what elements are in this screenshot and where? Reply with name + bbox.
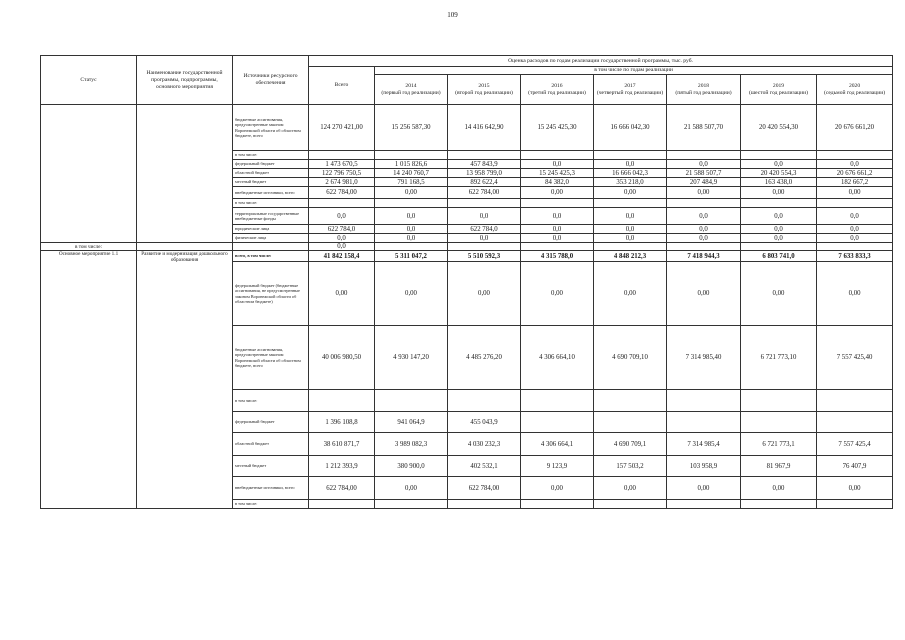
value-cell <box>521 412 594 433</box>
value-cell <box>375 390 448 412</box>
value-cell <box>594 390 667 412</box>
source-cell: юридические лица <box>233 225 309 234</box>
value-cell: 0,0 <box>521 234 594 243</box>
value-cell <box>309 151 375 160</box>
empty-cell <box>594 243 667 251</box>
value-cell: 14 416 642,90 <box>448 105 521 151</box>
value-cell: 15 245 425,3 <box>521 169 594 178</box>
value-cell <box>448 151 521 160</box>
value-cell: 15 245 425,30 <box>521 105 594 151</box>
header-year-number: 2016 <box>551 82 563 89</box>
header-year-number: 2019 <box>772 82 785 89</box>
value-cell: 124 270 421,00 <box>309 105 375 151</box>
value-cell: 0,0 <box>817 225 893 234</box>
value-cell: 0,0 <box>594 208 667 225</box>
value-cell: 791 168,5 <box>375 178 448 187</box>
value-cell: 157 503,2 <box>594 456 667 477</box>
value-cell: 1 396 108,8 <box>309 412 375 433</box>
source-cell: федеральный бюджет (бюджетные ассигнования, не предусмотренные законом Воронежской области об областном бюджете) <box>233 262 309 326</box>
value-cell <box>309 390 375 412</box>
value-cell: 0,0 <box>667 225 741 234</box>
header-year-2019 <box>741 75 817 105</box>
value-cell: 455 043,9 <box>448 412 521 433</box>
value-cell: 0,0 <box>594 160 667 169</box>
source-cell: физические лица <box>233 234 309 243</box>
source-cell: территориальные государственные внебюджетные фонды <box>233 208 309 225</box>
value-cell <box>667 390 741 412</box>
source-cell: в том числе: <box>233 390 309 412</box>
value-cell: 163 438,0 <box>741 178 817 187</box>
value-cell: 0,0 <box>521 208 594 225</box>
value-cell <box>521 500 594 509</box>
value-cell: 7 633 833,3 <box>817 251 893 262</box>
value-cell <box>521 390 594 412</box>
value-cell: 0,00 <box>375 262 448 326</box>
value-cell: 353 218,0 <box>594 178 667 187</box>
value-cell: 20 420 554,3 <box>741 169 817 178</box>
value-cell: 1 473 670,5 <box>309 160 375 169</box>
value-cell: 0,00 <box>375 477 448 500</box>
header-year-number: 2017 <box>624 82 636 89</box>
value-cell: 892 622,4 <box>448 178 521 187</box>
value-cell: 4 848 212,3 <box>594 251 667 262</box>
value-cell: 6 803 741,0 <box>741 251 817 262</box>
value-cell: 0,00 <box>741 187 817 199</box>
value-cell: 0,0 <box>309 234 375 243</box>
value-cell: 7 314 985,4 <box>667 433 741 456</box>
value-cell: 0,00 <box>817 187 893 199</box>
header-total: Всего <box>309 67 375 105</box>
value-cell: 622 784,00 <box>448 477 521 500</box>
value-cell <box>817 390 893 412</box>
value-cell: 1 015 826,6 <box>375 160 448 169</box>
value-cell: 122 796 750,5 <box>309 169 375 178</box>
value-cell: 402 532,1 <box>448 456 521 477</box>
value-cell: 0,00 <box>741 477 817 500</box>
incl-total-cell: 0,0 <box>309 243 375 251</box>
value-cell: 0,0 <box>741 234 817 243</box>
page-number: 109 <box>447 11 458 19</box>
source-cell: в том числе: <box>233 199 309 208</box>
header-estimate: Оценка расходов по годам реализации государственной программы, тыс. руб. <box>309 56 893 67</box>
source-cell: федеральный бюджет <box>233 412 309 433</box>
value-cell: 941 064,9 <box>375 412 448 433</box>
value-cell: 16 666 042,30 <box>594 105 667 151</box>
value-cell: 622 784,0 <box>448 225 521 234</box>
value-cell <box>594 500 667 509</box>
value-cell: 0,0 <box>375 234 448 243</box>
header-source: Источники ресурсного обеспечения <box>233 56 309 105</box>
value-cell: 0,0 <box>375 208 448 225</box>
value-cell: 4 690 709,10 <box>594 326 667 390</box>
value-cell: 0,0 <box>817 234 893 243</box>
value-cell: 6 721 773,1 <box>741 433 817 456</box>
value-cell: 0,00 <box>667 262 741 326</box>
header-year-number: 2015 <box>478 82 490 89</box>
value-cell: 0,0 <box>309 208 375 225</box>
value-cell: 38 610 871,7 <box>309 433 375 456</box>
value-cell: 1 212 393,9 <box>309 456 375 477</box>
header-year-label: (четвертый год реализации) <box>596 89 664 96</box>
value-cell: 9 123,9 <box>521 456 594 477</box>
value-cell: 3 989 082,3 <box>375 433 448 456</box>
table-row <box>41 251 893 262</box>
value-cell: 76 407,9 <box>817 456 893 477</box>
value-cell: 0,0 <box>741 225 817 234</box>
source-cell: бюджетные ассигнования, предусмотренные законом Воронежской области об областном бюджете, всего <box>233 326 309 390</box>
value-cell <box>448 500 521 509</box>
value-cell <box>594 412 667 433</box>
empty-cell <box>817 243 893 251</box>
name-cell <box>137 105 233 243</box>
header-year-number: 2020 <box>848 82 861 89</box>
value-cell: 457 843,9 <box>448 160 521 169</box>
value-cell: 0,00 <box>594 477 667 500</box>
header-year-label: (третий год реализации) <box>528 89 586 96</box>
value-cell: 0,0 <box>594 234 667 243</box>
value-cell <box>741 412 817 433</box>
table-row <box>41 243 893 251</box>
value-cell: 4 030 232,3 <box>448 433 521 456</box>
header-year-label: (первый год реализации) <box>381 89 441 96</box>
source-cell: внебюджетные источники, всего <box>233 477 309 500</box>
incl-status-cell: в том числе: <box>41 243 137 251</box>
header-incl-years: в том числе по годам реализации <box>375 67 893 75</box>
value-cell <box>521 151 594 160</box>
source-cell: бюджетные ассигнования, предусмотренные законом Воронежской области об областном бюджете, всего <box>233 105 309 151</box>
value-cell: 0,00 <box>521 187 594 199</box>
value-cell: 16 666 042,3 <box>594 169 667 178</box>
value-cell: 41 842 158,4 <box>309 251 375 262</box>
value-cell: 0,0 <box>667 208 741 225</box>
value-cell <box>817 199 893 208</box>
value-cell: 0,00 <box>817 262 893 326</box>
value-cell <box>741 199 817 208</box>
value-cell <box>817 412 893 433</box>
value-cell: 0,0 <box>521 160 594 169</box>
value-cell <box>667 151 741 160</box>
value-cell: 21 588 507,7 <box>667 169 741 178</box>
value-cell: 0,0 <box>375 225 448 234</box>
value-cell: 21 588 507,70 <box>667 105 741 151</box>
value-cell: 207 484,9 <box>667 178 741 187</box>
value-cell: 0,0 <box>448 208 521 225</box>
header-year-2018 <box>667 75 741 105</box>
value-cell: 4 315 788,0 <box>521 251 594 262</box>
value-cell: 4 306 664,1 <box>521 433 594 456</box>
header-year-label: (седьмой год реализации) <box>823 89 886 96</box>
source-cell: в том числе: <box>233 500 309 509</box>
header-year-number: 2014 <box>405 82 417 89</box>
source-cell: местный бюджет <box>233 178 309 187</box>
header-year-label: (второй год реализации) <box>455 89 513 96</box>
header-year-label: (шестой год реализации) <box>748 89 809 96</box>
value-cell: 5 311 047,2 <box>375 251 448 262</box>
value-cell <box>309 199 375 208</box>
value-cell: 13 958 799,0 <box>448 169 521 178</box>
value-cell: 6 721 773,10 <box>741 326 817 390</box>
value-cell: 0,0 <box>741 208 817 225</box>
value-cell: 14 240 760,7 <box>375 169 448 178</box>
value-cell: 0,00 <box>521 477 594 500</box>
value-cell: 0,0 <box>741 160 817 169</box>
source-cell: областной бюджет <box>233 169 309 178</box>
value-cell: 4 485 276,20 <box>448 326 521 390</box>
value-cell: 7 557 425,4 <box>817 433 893 456</box>
value-cell: 0,00 <box>521 262 594 326</box>
value-cell: 0,00 <box>448 262 521 326</box>
value-cell: 0,00 <box>375 187 448 199</box>
source-cell: всего, в том числе: <box>233 251 309 262</box>
value-cell: 4 930 147,20 <box>375 326 448 390</box>
status-cell: Основное мероприятие 1.1 <box>41 251 137 509</box>
value-cell: 0,0 <box>817 208 893 225</box>
value-cell: 40 006 980,50 <box>309 326 375 390</box>
value-cell: 0,00 <box>309 262 375 326</box>
value-cell: 4 690 709,1 <box>594 433 667 456</box>
empty-cell <box>521 243 594 251</box>
header-year-2014 <box>375 75 448 105</box>
value-cell <box>667 412 741 433</box>
value-cell: 622 784,00 <box>448 187 521 199</box>
value-cell: 7 314 985,40 <box>667 326 741 390</box>
incl-source-cell <box>233 243 309 251</box>
empty-cell <box>741 243 817 251</box>
value-cell <box>667 500 741 509</box>
header-year-number: 2018 <box>697 82 710 89</box>
header-year-label: (пятый год реализации) <box>675 89 732 96</box>
header-year-2015 <box>448 75 521 105</box>
name-cell: Развитие и модернизация дошкольного образования <box>137 251 233 509</box>
value-cell: 0,0 <box>448 234 521 243</box>
value-cell <box>375 151 448 160</box>
header-status: Статус <box>41 56 137 105</box>
empty-cell <box>375 243 448 251</box>
value-cell: 7 418 944,3 <box>667 251 741 262</box>
value-cell <box>594 151 667 160</box>
source-cell: местный бюджет <box>233 456 309 477</box>
value-cell: 0,00 <box>667 477 741 500</box>
value-cell <box>448 199 521 208</box>
value-cell <box>741 500 817 509</box>
value-cell: 0,0 <box>667 160 741 169</box>
value-cell <box>309 500 375 509</box>
value-cell: 622 784,00 <box>309 187 375 199</box>
empty-cell <box>667 243 741 251</box>
value-cell: 5 510 592,3 <box>448 251 521 262</box>
value-cell <box>521 199 594 208</box>
value-cell <box>817 151 893 160</box>
value-cell <box>817 500 893 509</box>
value-cell: 20 420 554,30 <box>741 105 817 151</box>
incl-name-cell <box>137 243 233 251</box>
value-cell <box>741 151 817 160</box>
header-year-2017 <box>594 75 667 105</box>
status-cell <box>41 105 137 243</box>
value-cell: 0,0 <box>521 225 594 234</box>
value-cell <box>594 199 667 208</box>
value-cell: 81 967,9 <box>741 456 817 477</box>
source-cell: внебюджетные источники, всего <box>233 187 309 199</box>
value-cell <box>375 199 448 208</box>
header-year-2016 <box>521 75 594 105</box>
value-cell <box>667 199 741 208</box>
source-cell: областной бюджет <box>233 433 309 456</box>
value-cell: 0,00 <box>594 262 667 326</box>
value-cell <box>448 390 521 412</box>
source-cell: федеральный бюджет <box>233 160 309 169</box>
value-cell: 20 676 661,20 <box>817 105 893 151</box>
table-row <box>41 105 893 151</box>
value-cell: 4 306 664,10 <box>521 326 594 390</box>
value-cell <box>741 390 817 412</box>
value-cell: 2 674 981,0 <box>309 178 375 187</box>
value-cell: 103 958,9 <box>667 456 741 477</box>
header-year-2020 <box>817 75 893 105</box>
source-cell: в том числе: <box>233 151 309 160</box>
value-cell: 622 784,0 <box>309 225 375 234</box>
value-cell <box>375 500 448 509</box>
value-cell: 380 900,0 <box>375 456 448 477</box>
value-cell: 182 667,2 <box>817 178 893 187</box>
value-cell: 0,0 <box>667 234 741 243</box>
value-cell: 7 557 425,40 <box>817 326 893 390</box>
value-cell: 622 784,00 <box>309 477 375 500</box>
value-cell: 0,00 <box>741 262 817 326</box>
value-cell: 15 256 587,30 <box>375 105 448 151</box>
value-cell: 0,00 <box>667 187 741 199</box>
value-cell: 20 676 661,2 <box>817 169 893 178</box>
budget-table <box>40 55 893 509</box>
value-cell: 0,0 <box>594 225 667 234</box>
header-name: Наименование государственной программы, подпрограммы, основного мероприятия <box>137 56 233 105</box>
value-cell: 84 382,0 <box>521 178 594 187</box>
value-cell: 0,0 <box>817 160 893 169</box>
value-cell: 0,00 <box>817 477 893 500</box>
value-cell: 0,00 <box>594 187 667 199</box>
empty-cell <box>448 243 521 251</box>
